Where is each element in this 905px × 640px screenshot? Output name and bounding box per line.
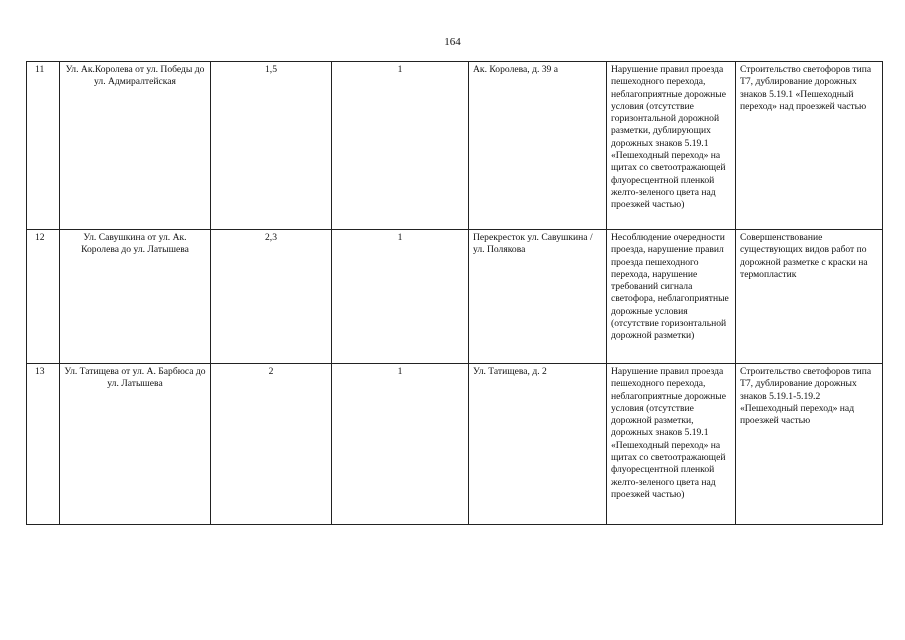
length-km: 2 xyxy=(211,364,332,525)
row-number: 11 xyxy=(27,62,60,230)
table-row xyxy=(27,364,883,525)
length-km: 2,3 xyxy=(211,230,332,364)
street-section: Ул. Ак.Королева от ул. Победы до ул. Адмиралтейская xyxy=(60,62,211,230)
row-number: 12 xyxy=(27,230,60,364)
measure: Строительство светофоров типа Т7, дублирование дорожных знаков 5.19.1 «Пешеходный переход» над проезжей частью xyxy=(736,62,883,230)
count: 1 xyxy=(332,230,469,364)
location: Ак. Королева, д. 39 а xyxy=(469,62,607,230)
table-row xyxy=(27,230,883,364)
count: 1 xyxy=(332,62,469,230)
violation: Несоблюдение очередности проезда, нарушение правил проезда пешеходного перехода, нарушение требований сигнала светофора, неблагоприятные дорожные условия (отсутствие горизонтальной дорожной разметки) xyxy=(607,230,736,364)
count: 1 xyxy=(332,364,469,525)
data-table xyxy=(26,61,883,525)
measure: Совершенствование существующих видов работ по дорожной разметке с краски на термопластик xyxy=(736,230,883,364)
violation: Нарушение правил проезда пешеходного перехода, неблагоприятные дорожные условия (отсутствие дорожной разметки, дорожных знаков 5.19.1 «Пешеходный переход» на щитах со светоотражающей флуоресцентной пленкой желто-зеленого цвета над проезжей частью) xyxy=(607,364,736,525)
table-row xyxy=(27,62,883,230)
violation: Нарушение правил проезда пешеходного перехода, неблагоприятные дорожные условия (отсутствие горизонтальной дорожной разметки, дублирующих дорожных знаков 5.19.1 «Пешеходный переход» на щитах со светоотражающей флуоресцентной пленкой желто-зеленого цвета над проезжей частью) xyxy=(607,62,736,230)
location: Ул. Татищева, д. 2 xyxy=(469,364,607,525)
length-km: 1,5 xyxy=(211,62,332,230)
measure: Строительство светофоров типа Т7, дублирование дорожных знаков 5.19.1-5.19.2 «Пешеходный переход» над проезжей частью xyxy=(736,364,883,525)
page-number: 164 xyxy=(444,36,461,48)
street-section: Ул. Татищева от ул. А. Барбюса до ул. Латышева xyxy=(60,364,211,525)
street-section: Ул. Савушкина от ул. Ак. Королева до ул. Латышева xyxy=(60,230,211,364)
row-number: 13 xyxy=(27,364,60,525)
location: Перекресток ул. Савушкина / ул. Полякова xyxy=(469,230,607,364)
